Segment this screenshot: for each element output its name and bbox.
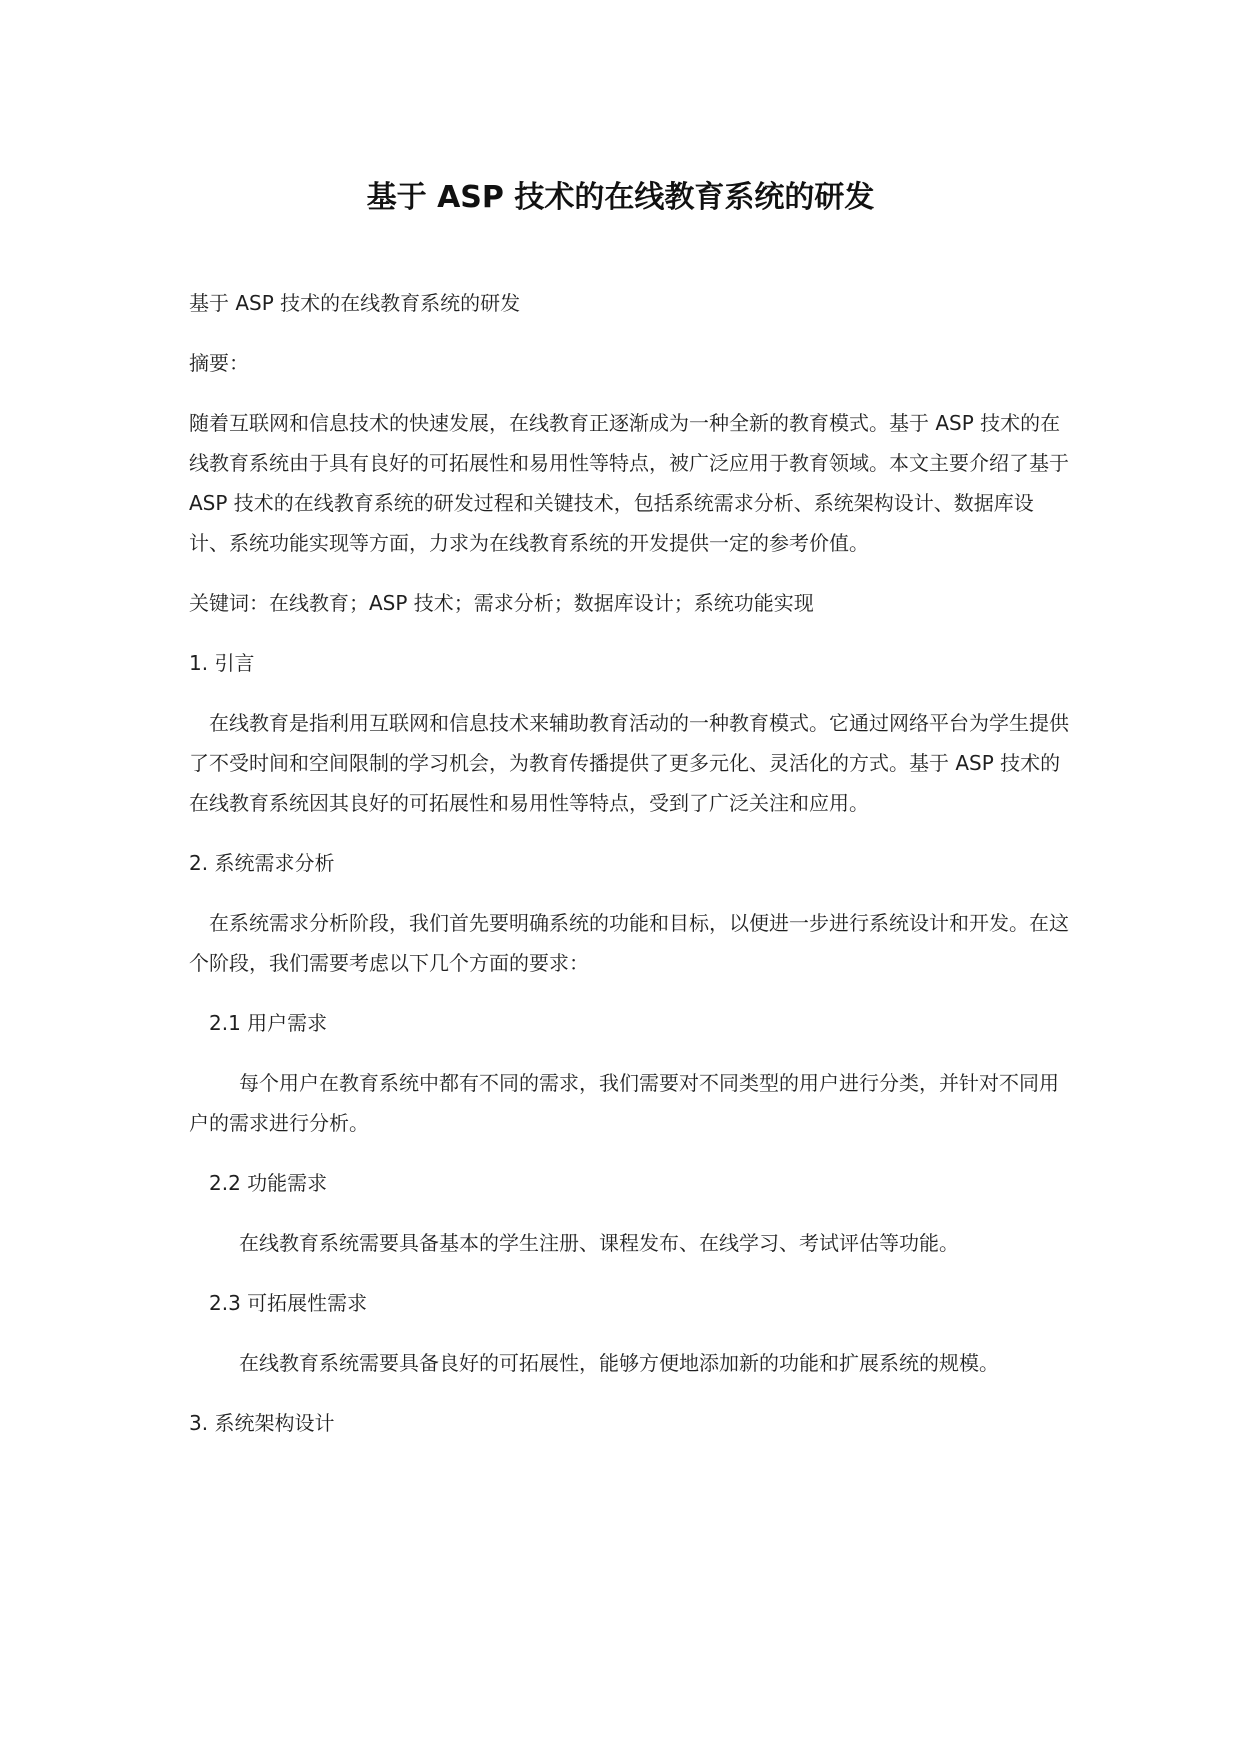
subsection-heading-scalability-needs: 2.3 可拓展性需求 (209, 1291, 368, 1315)
section-heading-requirements: 2. 系统需求分析 (189, 851, 335, 875)
subsection-body-scalability-needs: 在线教育系统需要具备良好的可拓展性，能够方便地添加新的功能和扩展系统的规模。 (239, 1351, 999, 1375)
section-heading-architecture: 3. 系统架构设计 (189, 1411, 335, 1435)
section-body-requirements: 在系统需求分析阶段，我们首先要明确系统的功能和目标，以便进一步进行系统设计和开发。在这个阶段，我们需要考虑以下几个方面的要求： (189, 911, 1069, 975)
section-heading-introduction: 1. 引言 (189, 651, 255, 675)
abstract-text: 随着互联网和信息技术的快速发展，在线教育正逐渐成为一种全新的教育模式。基于 ASP 技术的在线教育系统由于具有良好的可拓展性和易用性等特点，被广泛应用于教育领域。本文主要介绍了基于 ASP 技术的在线教育系统的研发过程和关键技术，包括系统需求分析、系统架构设计、数据库设计、系统功能实现等方面，力求为在线教育系统的开发提供一定的参考价值。 (189, 411, 1069, 555)
document-title: 基于 ASP 技术的在线教育系统的研发 (366, 180, 875, 215)
keywords-line: 关键词：在线教育；ASP 技术；需求分析；数据库设计；系统功能实现 (189, 591, 814, 615)
document-subtitle: 基于 ASP 技术的在线教育系统的研发 (189, 291, 521, 315)
subsection-body-function-needs: 在线教育系统需要具备基本的学生注册、课程发布、在线学习、考试评估等功能。 (239, 1231, 959, 1255)
subsection-heading-function-needs: 2.2 功能需求 (209, 1171, 328, 1195)
abstract-label: 摘要： (189, 351, 249, 375)
subsection-heading-user-needs: 2.1 用户需求 (209, 1011, 328, 1035)
section-body-introduction: 在线教育是指利用互联网和信息技术来辅助教育活动的一种教育模式。它通过网络平台为学生提供了不受时间和空间限制的学习机会，为教育传播提供了更多元化、灵活化的方式。基于 ASP 技术的在线教育系统因其良好的可拓展性和易用性等特点，受到了广泛关注和应用。 (189, 711, 1069, 815)
document-body (189, 283, 1069, 1463)
subsection-body-user-needs: 每个用户在教育系统中都有不同的需求，我们需要对不同类型的用户进行分类，并针对不同用户的需求进行分析。 (189, 1071, 1059, 1135)
